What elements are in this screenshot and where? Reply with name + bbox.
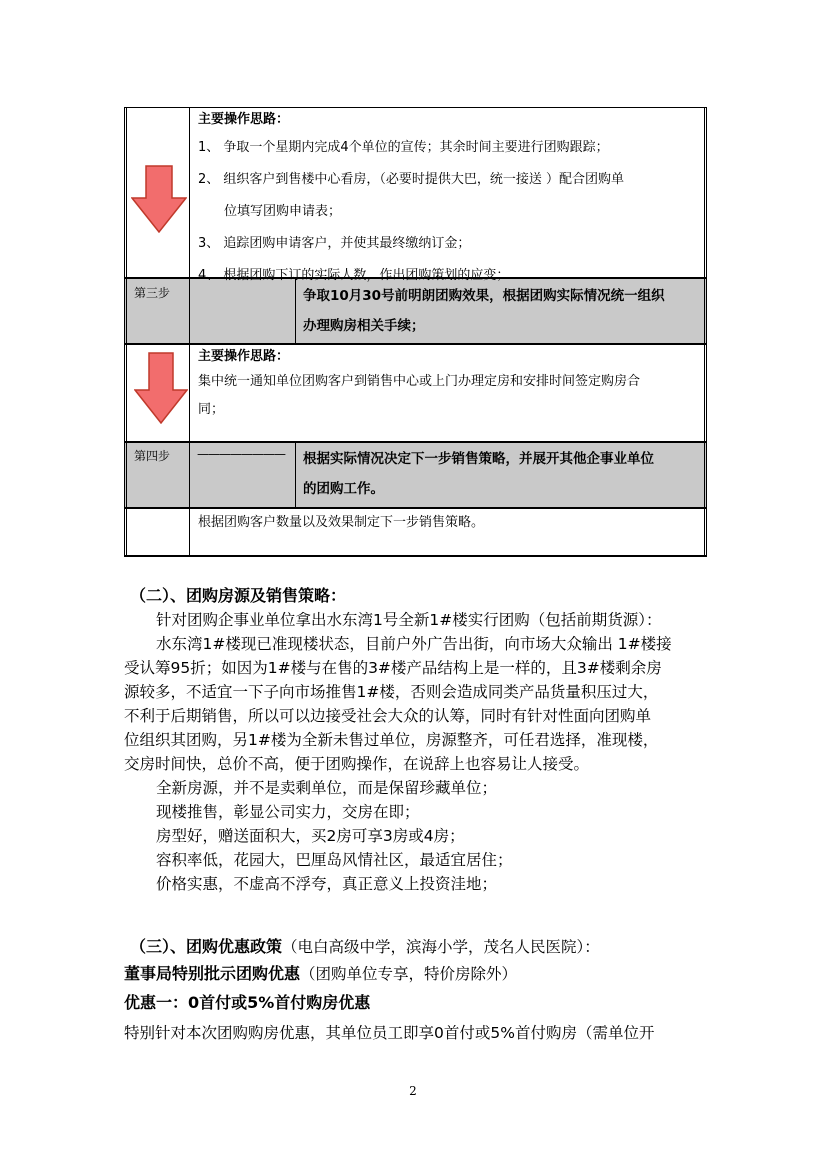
table-line: [124, 507, 706, 509]
table-line: [124, 343, 706, 345]
section2-p2-line: 不利于后期销售，所以可以边接受社会大众的认筹，同时有针对性面向团购单: [124, 707, 652, 725]
section3-line2: [124, 960, 704, 988]
step3-desc-line: 争取10月30号前明朗团购效果，根据团购实际情况统一组织: [303, 288, 665, 304]
section3-line2-bold: 董事局特别批示团购优惠: [124, 964, 301, 983]
section2-bullet: 容积率低，花园大，巴厘岛风情社区，最适宜居住；: [156, 851, 513, 869]
section2-bullet: 现楼推售，彰显公司实力，交房在即；: [156, 803, 420, 821]
block1-item: 2、 组织客户到售楼中心看房，（必要时提供大巴，统一接送 ）配合团购单: [198, 172, 625, 187]
block1-item: 1、 争取一个星期内完成4个单位的宣传；其余时间主要进行团购跟踪；: [198, 140, 609, 155]
step4-desc: [303, 444, 703, 504]
block1-item: 4、 根据团购下订的实际人数，作出团购策划的应变；: [198, 268, 510, 283]
section2-title: （二）、团购房源及销售策略：: [130, 586, 347, 605]
block1-item: 位填写团购申请表；: [224, 204, 342, 219]
block1-item: 3、 追踪团购申请客户，并使其最终缴纳订金；: [198, 236, 471, 251]
table-line: [295, 442, 296, 508]
section3-title-normal: （电白高级中学，滨海小学，茂名人民医院）：: [282, 938, 600, 956]
section2: [124, 584, 704, 896]
page-number: 2: [409, 1084, 417, 1098]
block2-line: 集中统一通知单位团购客户到销售中心或上门办理定房和安排时间签定购房合: [198, 374, 641, 389]
step3-desc-line: 办理购房相关手续；: [303, 318, 425, 334]
section3: [124, 934, 704, 1048]
table-line: [704, 107, 705, 557]
section2-p1: 针对团购企事业单位拿出水东湾1号全新1#楼实行团购（包括前期货源）：: [156, 611, 662, 629]
section2-p2-line: 位组织其团购，另1#楼为全新未售过单位，房源整齐，可任君选择，准现楼，: [124, 731, 659, 749]
section2-bullet: 房型好，赠送面积大，买2房可享3房或4房；: [156, 827, 465, 845]
block2-heading: 主要操作思路：: [198, 349, 290, 364]
block2-line: 同；: [198, 402, 225, 417]
section3-title-bold: （三）、团购优惠政策: [130, 937, 283, 956]
table-line: [124, 441, 706, 443]
down-arrow-icon: [134, 352, 188, 424]
step4-label: 第四步: [134, 449, 171, 463]
table-line: [124, 555, 706, 557]
section2-p2-line: 交房时间快，总价不高，便于团购操作，在说辞上也容易让人接受。: [124, 755, 590, 773]
table-line: [189, 107, 190, 557]
section2-p2-line: 源较多，不适宜一下子向市场推售1#楼，否则会造成同类产品货量积压过大，: [124, 683, 659, 701]
table-line: [124, 107, 125, 557]
section3-line4: 特别针对本次团购购房优惠，其单位员工即享0首付或5%首付购房（需单位开: [124, 1024, 655, 1042]
block1-heading: 主要操作思路：: [198, 112, 290, 127]
step3-label: 第三步: [134, 286, 171, 300]
table-line: [706, 107, 707, 557]
step4-middle: ————————: [197, 447, 285, 461]
section3-line3: 优惠一：0首付或5%首付购房优惠: [124, 993, 371, 1012]
step4-desc-line: 的团购工作。: [303, 481, 384, 497]
block3-text: 根据团购客户数量以及效果制定下一步销售策略。: [198, 515, 485, 530]
block2-content: [198, 346, 702, 424]
section2-p2-line: 水东湾1#楼现已准现楼状态，目前户外广告出街，向市场大众输出 1#楼接: [156, 635, 672, 653]
section2-bullet: 全新房源，并不是卖剩单位，而是保留珍藏单位；: [156, 779, 498, 797]
down-arrow-icon: [131, 165, 187, 233]
section2-bullet: 价格实惠，不虚高不浮夸，真正意义上投资洼地；: [156, 875, 498, 893]
section2-p2-line: 受认筹95折；如因为1#楼与在售的3#楼产品结构上是一样的，且3#楼剩余房: [124, 659, 662, 677]
table-line: [126, 107, 127, 557]
step4-desc-line: 根据实际情况决定下一步销售策略，并展开其他企事业单位: [303, 451, 654, 467]
block1-content: [198, 108, 698, 292]
section3-line2-normal: （团购单位专享，特价房除外）: [300, 965, 518, 983]
section3-title: [124, 934, 704, 960]
step3-desc: [303, 281, 703, 341]
